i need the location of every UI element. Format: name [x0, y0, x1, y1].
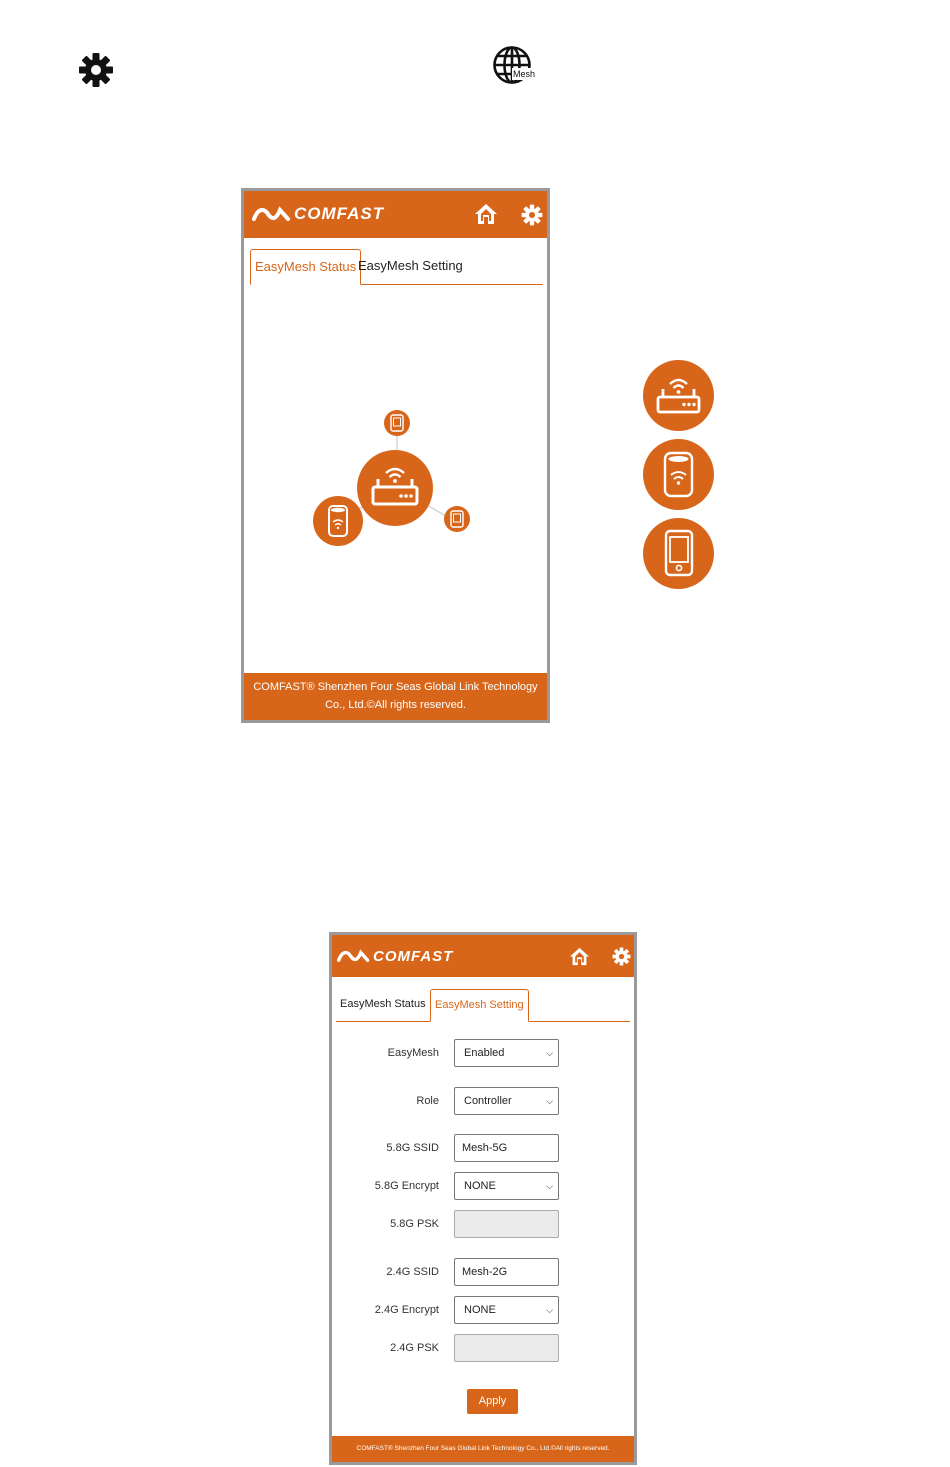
psk-5g-input: [454, 1210, 559, 1238]
psk-2g-input: [454, 1334, 559, 1362]
field-label: Role: [416, 1095, 439, 1107]
field-label: 5.8G SSID: [386, 1142, 439, 1154]
footer: COMFAST® Shenzhen Four Seas Global Link Technology Co., Ltd.©All rights reserved.: [332, 1436, 634, 1462]
mesh-topology: [244, 391, 547, 561]
phone-node-icon[interactable]: [444, 506, 470, 532]
footer-line-1: COMFAST® Shenzhen Four Seas Global Link Technology: [253, 681, 538, 693]
select-value: NONE: [464, 1180, 496, 1192]
footer: [244, 673, 547, 720]
gear-icon[interactable]: [78, 52, 114, 88]
settings-gear-icon[interactable]: [521, 204, 543, 226]
field-label: 5.8G PSK: [390, 1218, 439, 1230]
role-select[interactable]: [454, 1087, 559, 1115]
settings-screen: [329, 932, 637, 1465]
header-bar: [332, 935, 634, 977]
tab-easymesh-status[interactable]: EasyMesh Status: [250, 249, 361, 285]
home-icon[interactable]: [474, 203, 498, 225]
encrypt-5g-select[interactable]: [454, 1172, 559, 1200]
router-legend-icon: [643, 360, 714, 431]
encrypt-2g-select[interactable]: [454, 1296, 559, 1324]
phone-node-icon[interactable]: [384, 410, 410, 436]
chevron-down-icon: ⌵: [546, 1096, 553, 1106]
status-screen: [241, 188, 550, 723]
chevron-down-icon: ⌵: [546, 1048, 553, 1058]
select-value: Enabled: [464, 1047, 505, 1059]
globe-icon[interactable]: [490, 44, 542, 88]
select-value: NONE: [464, 1304, 496, 1316]
tab-easymesh-setting[interactable]: EasyMesh Setting: [358, 258, 463, 273]
apply-button[interactable]: Apply: [467, 1389, 518, 1414]
ssid-5g-input[interactable]: Mesh-5G: [454, 1134, 559, 1162]
ssid-2g-input[interactable]: Mesh-2G: [454, 1258, 559, 1286]
brand-name: COMFAST: [373, 947, 454, 965]
speaker-node-icon[interactable]: [313, 496, 363, 546]
field-label: 2.4G PSK: [390, 1342, 439, 1354]
mesh-label: Mesh: [513, 69, 536, 79]
logo-mark-icon: [337, 947, 371, 965]
footer-line-2: Co., Ltd.©All rights reserved.: [325, 699, 466, 711]
comfast-logo: [252, 204, 384, 224]
brand-name: COMFAST: [294, 204, 385, 223]
header-bar: [244, 191, 547, 238]
field-label: 2.4G Encrypt: [374, 1304, 439, 1316]
tab-easymesh-setting[interactable]: EasyMesh Setting: [430, 989, 529, 1022]
chevron-down-icon: ⌵: [546, 1305, 553, 1315]
easymesh-select[interactable]: [454, 1039, 559, 1067]
router-node-icon[interactable]: [357, 450, 433, 526]
home-icon[interactable]: [569, 947, 590, 966]
field-label: 2.4G SSID: [386, 1266, 439, 1278]
field-label: 5.8G Encrypt: [374, 1180, 439, 1192]
speaker-node-legend-icon: [643, 439, 714, 510]
select-value: Controller: [464, 1095, 512, 1107]
comfast-logo: [337, 947, 453, 965]
phone-legend-icon: [643, 518, 714, 589]
settings-gear-icon[interactable]: [612, 947, 631, 966]
tab-bar: [250, 249, 543, 285]
field-label: EasyMesh: [387, 1047, 439, 1059]
tab-bar: [336, 989, 630, 1022]
logo-mark-icon: [252, 204, 292, 224]
easymesh-settings-form: [332, 1039, 634, 1379]
tab-easymesh-status[interactable]: EasyMesh Status: [340, 998, 426, 1010]
chevron-down-icon: ⌵: [546, 1181, 553, 1191]
